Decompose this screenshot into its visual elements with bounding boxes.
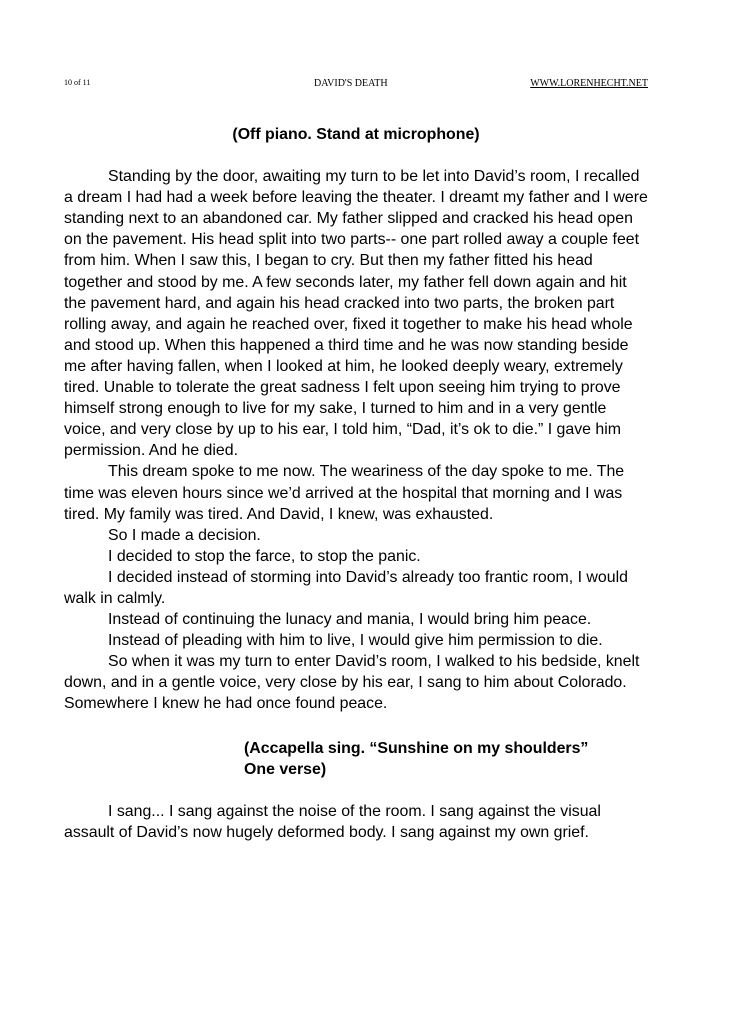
- paragraph: I decided instead of storming into David’s already too frantic room, I would walk in calmly.: [64, 568, 628, 607]
- paragraph: So I made a decision.: [108, 526, 261, 544]
- paragraph: This dream spoke to me now. The weariness of the day spoke to me. The time was eleven hours since we’d arrived at the hospital that morning and I was tired. My family was tired. And David, I knew, was exhausted.: [64, 463, 625, 523]
- stage-direction-line: One verse): [244, 760, 327, 778]
- paragraph: So when it was my turn to enter David’s room, I walked to his bedside, knelt down, and in a gentle voice, very close by his ear, I sang to him about Colorado. Somewhere I knew he had once found peace.: [64, 653, 640, 713]
- stage-direction-line: (Accapella sing. “Sunshine on my shoulders”: [244, 739, 589, 757]
- stage-direction-song: [244, 738, 648, 780]
- paragraph: I decided to stop the farce, to stop the panic.: [108, 547, 421, 565]
- paragraph: Instead of pleading with him to live, I would give him permission to die.: [108, 632, 603, 650]
- stage-direction: (Off piano. Stand at microphone): [232, 126, 480, 143]
- paragraph: Instead of continuing the lunacy and mania, I would bring him peace.: [108, 611, 592, 629]
- header-title: DAVID'S DEATH: [314, 78, 388, 89]
- paragraph: I sang... I sang against the noise of the room. I sang against the visual assault of David’s now hugely deformed body. I sang against my own grief.: [64, 802, 601, 841]
- paragraph: Standing by the door, awaiting my turn to be let into David’s room, I recalled a dream I had had a week before leaving the theater. I dreamt my father and I were standing next to an abandoned car. My father slipped and cracked his head open on the pavement. His head split into two parts-- one part rolled away a couple feet from him. When I saw this, I began to cry. But then my father fitted his head together and stood by me. A few seconds later, my father fell down again and hit the pavement hard, and again his head cracked into two parts, the broken part rolling away, and again he reached over, fixed it together to make his head whole and stood up. When this happened a third time and he was now standing beside me after having fallen, when I looked at him, he looked deeply weary, extremely tired. Unable to tolerate the great sadness I felt upon seeing him trying to prove himself strong enough to live for my sake, I turned to him and in a very gentle voice, and very close by up to his ear, I told him, “Dad, it’s ok to die.” I gave him permission. And he died.: [64, 168, 648, 460]
- page-header: [64, 78, 648, 92]
- website-link[interactable]: WWW.LORENHECHT.NET: [530, 78, 648, 89]
- script-body: [64, 124, 648, 843]
- page-number: 10 of 11: [64, 78, 91, 87]
